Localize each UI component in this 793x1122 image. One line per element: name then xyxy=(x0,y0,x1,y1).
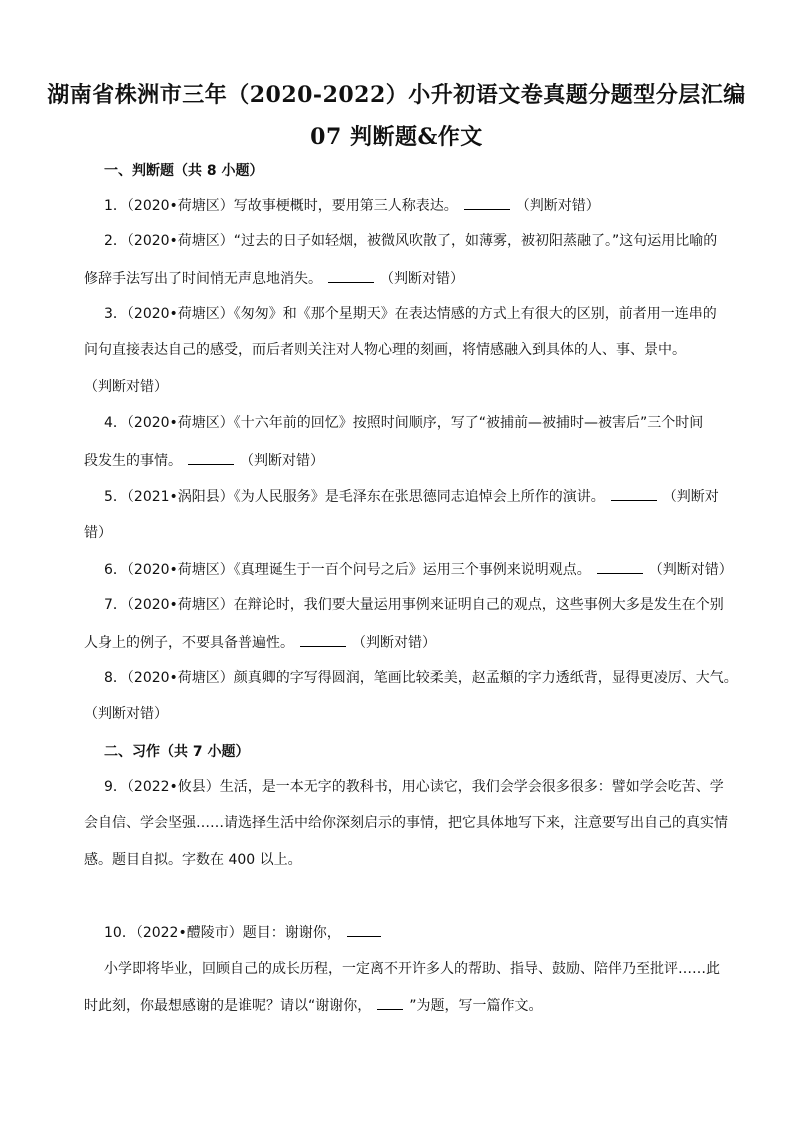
answer-blank xyxy=(611,487,657,501)
question-10-line2: 小学即将毕业，回顾自己的成长历程，一定离不开许多人的帮助、指导、鼓励、陪伴乃至批评……此 xyxy=(104,961,720,977)
question-text: 人身上的例子，不要具备普遍性。 xyxy=(84,635,294,651)
question-suffix: ”为题，写一篇作文。 xyxy=(409,998,543,1014)
question-7-line2 xyxy=(84,633,724,652)
section-heading-judgment: 一、判断题（共 8 小题） xyxy=(104,163,264,179)
question-suffix: （判断对 xyxy=(662,489,719,505)
question-5-line2: 错） xyxy=(84,525,112,541)
answer-blank xyxy=(188,451,234,465)
question-text: 10．（2022•醴陵市）题目：谢谢你， xyxy=(104,925,341,941)
question-suffix: （判断对错） xyxy=(240,453,324,469)
answer-blank xyxy=(597,560,643,574)
question-text: 6．（2020•荷塘区）《真理诞生于一百个问号之后》运用三个事例来说明观点。 xyxy=(104,562,591,578)
question-9-line3: 感。题目自拟。字数在 400 以上。 xyxy=(84,852,302,868)
question-suffix: （判断对错） xyxy=(515,198,600,214)
question-8-line1: 8．（2020•荷塘区）颜真卿的字写得圆润，笔画比较柔美，赵孟頫的字力透纸背，显得更凌厉、大气。 xyxy=(104,670,738,686)
answer-blank xyxy=(464,196,510,210)
question-suffix: （判断对错） xyxy=(648,562,733,578)
question-10-line1 xyxy=(104,923,744,942)
question-10-line3 xyxy=(84,996,724,1015)
question-1 xyxy=(104,196,744,215)
answer-blank xyxy=(328,269,374,283)
question-5-line1 xyxy=(104,487,744,506)
question-2-line1: 2．（2020•荷塘区）“过去的日子如轻烟，被微风吹散了，如薄雾，被初阳蒸融了。”这句运用比喻的 xyxy=(104,233,718,249)
question-text: 时此刻，你最想感谢的是谁呢？请以“谢谢你， xyxy=(84,998,372,1014)
answer-blank xyxy=(377,996,403,1010)
question-text: 5．（2021•涡阳县）《为人民服务》是毛泽东在张思德同志追悼会上所作的演讲。 xyxy=(104,489,605,505)
section-heading-writing: 二、习作（共 7 小题） xyxy=(104,744,250,760)
question-2-line2 xyxy=(84,269,724,288)
question-suffix: （判断对错） xyxy=(380,271,464,287)
question-suffix: （判断对错） xyxy=(352,635,436,651)
question-4-line2 xyxy=(84,451,724,470)
question-7-line1: 7．（2020•荷塘区）在辩论时，我们要大量运用事例来证明自己的观点，这些事例大多是发生在个别 xyxy=(104,597,724,613)
question-suffix: （判断对错） xyxy=(84,379,168,395)
question-3-line3 xyxy=(84,378,724,396)
question-text: 段发生的事情。 xyxy=(84,453,182,469)
doc-title-line2: 07 判断题&作文 xyxy=(310,124,483,150)
question-3-line1: 3．（2020•荷塘区）《匆匆》和《那个星期天》在表达情感的方式上有很大的区别，前者用一连串的 xyxy=(104,306,717,322)
question-text: 1．（2020•荷塘区）写故事梗概时，要用第三人称表达。 xyxy=(104,198,458,214)
question-8-line2: （判断对错） xyxy=(84,706,168,722)
answer-blank xyxy=(347,923,381,937)
doc-title-line1: 湖南省株洲市三年（2020-2022）小升初语文卷真题分题型分层汇编 xyxy=(47,82,746,108)
question-9-line1: 9．（2022•攸县）生活，是一本无字的教科书，用心读它，我们会学会很多很多：譬如学会吃苦、学 xyxy=(104,779,724,795)
question-6 xyxy=(104,560,744,579)
question-text: 修辞手法写出了时间悄无声息地消失。 xyxy=(84,271,322,287)
question-9-line2: 会自信、学会坚强……请选择生活中给你深刻启示的事情，把它具体地写下来，注意要写出自己的真实情 xyxy=(84,815,728,831)
answer-blank xyxy=(300,633,346,647)
question-3-line2: 问句直接表达自己的感受，而后者则关注对人物心理的刻画，将情感融入到具体的人、事、景中。 xyxy=(84,342,686,358)
question-4-line1: 4．（2020•荷塘区）《十六年前的回忆》按照时间顺序，写了“被捕前—被捕时—被害后”三个时间 xyxy=(104,415,704,431)
